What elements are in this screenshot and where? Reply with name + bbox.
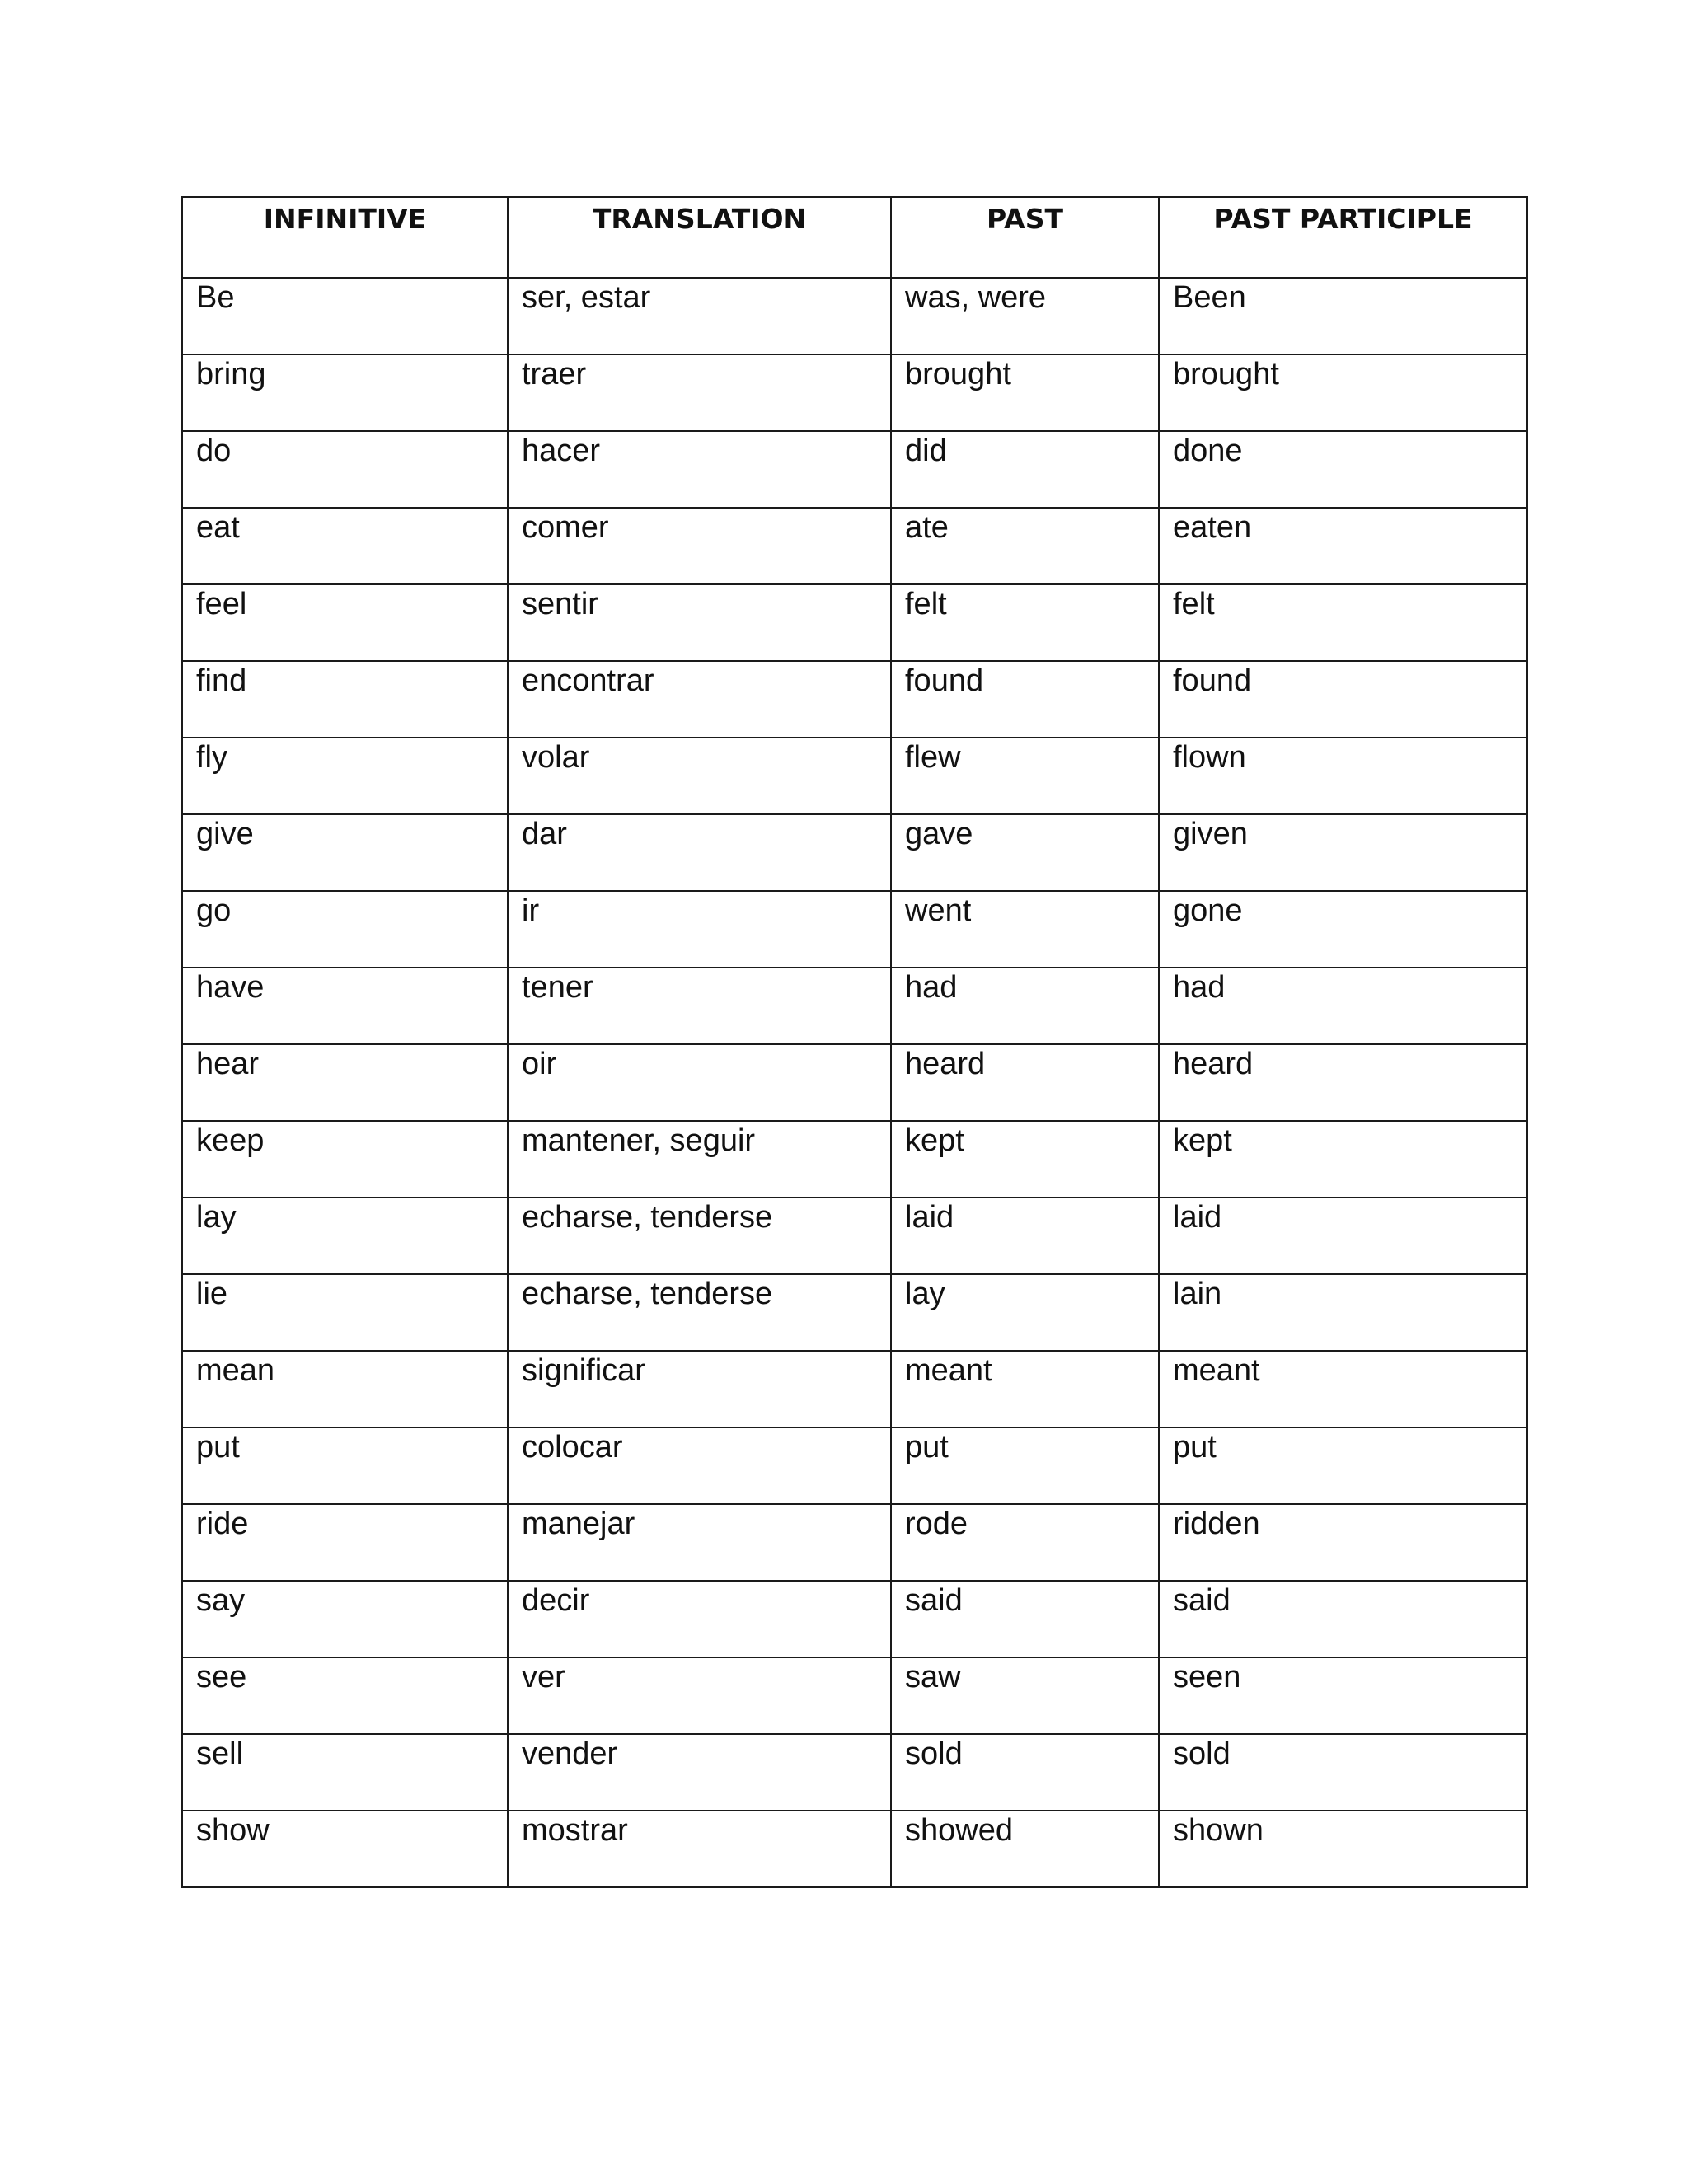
translation-cell: sentir <box>508 584 891 661</box>
verb-table-body <box>182 278 1527 1887</box>
past-participle-cell: gone <box>1159 891 1527 968</box>
infinitive-cell: put <box>182 1427 508 1504</box>
past-cell: did <box>891 431 1159 508</box>
past-cell: heard <box>891 1044 1159 1121</box>
infinitive-cell: Be <box>182 278 508 354</box>
verb-table <box>181 196 1528 1888</box>
infinitive-cell: show <box>182 1811 508 1887</box>
table-row <box>182 1734 1527 1811</box>
translation-cell: volar <box>508 738 891 814</box>
translation-cell: mostrar <box>508 1811 891 1887</box>
past-cell: showed <box>891 1811 1159 1887</box>
infinitive-cell: bring <box>182 354 508 431</box>
past-participle-cell: shown <box>1159 1811 1527 1887</box>
past-participle-cell: said <box>1159 1581 1527 1657</box>
infinitive-cell: ride <box>182 1504 508 1581</box>
table-row <box>182 1121 1527 1197</box>
past-cell: saw <box>891 1657 1159 1734</box>
translation-cell: manejar <box>508 1504 891 1581</box>
infinitive-cell: see <box>182 1657 508 1734</box>
past-participle-cell: brought <box>1159 354 1527 431</box>
translation-cell: ver <box>508 1657 891 1734</box>
past-cell: was, were <box>891 278 1159 354</box>
past-participle-cell: ridden <box>1159 1504 1527 1581</box>
header-translation: TRANSLATION <box>508 197 891 278</box>
past-cell: flew <box>891 738 1159 814</box>
table-row <box>182 738 1527 814</box>
past-participle-cell: heard <box>1159 1044 1527 1121</box>
past-participle-cell: seen <box>1159 1657 1527 1734</box>
infinitive-cell: feel <box>182 584 508 661</box>
header-row <box>182 197 1527 278</box>
table-row <box>182 1811 1527 1887</box>
past-cell: kept <box>891 1121 1159 1197</box>
verb-table-header <box>182 197 1527 278</box>
translation-cell: hacer <box>508 431 891 508</box>
past-participle-cell: laid <box>1159 1197 1527 1274</box>
translation-cell: ir <box>508 891 891 968</box>
past-cell: brought <box>891 354 1159 431</box>
past-cell: felt <box>891 584 1159 661</box>
translation-cell: ser, estar <box>508 278 891 354</box>
table-row <box>182 1581 1527 1657</box>
past-cell: put <box>891 1427 1159 1504</box>
past-participle-cell: felt <box>1159 584 1527 661</box>
table-row <box>182 1427 1527 1504</box>
header-infinitive: INFINITIVE <box>182 197 508 278</box>
table-row <box>182 354 1527 431</box>
table-row <box>182 968 1527 1044</box>
past-participle-cell: Been <box>1159 278 1527 354</box>
past-cell: meant <box>891 1351 1159 1427</box>
infinitive-cell: find <box>182 661 508 738</box>
translation-cell: colocar <box>508 1427 891 1504</box>
table-row <box>182 1197 1527 1274</box>
translation-cell: comer <box>508 508 891 584</box>
past-participle-cell: put <box>1159 1427 1527 1504</box>
past-participle-cell: meant <box>1159 1351 1527 1427</box>
translation-cell: decir <box>508 1581 891 1657</box>
table-row <box>182 661 1527 738</box>
infinitive-cell: lie <box>182 1274 508 1351</box>
past-cell: gave <box>891 814 1159 891</box>
past-cell: had <box>891 968 1159 1044</box>
past-participle-cell: done <box>1159 431 1527 508</box>
infinitive-cell: sell <box>182 1734 508 1811</box>
past-participle-cell: eaten <box>1159 508 1527 584</box>
translation-cell: significar <box>508 1351 891 1427</box>
past-cell: laid <box>891 1197 1159 1274</box>
translation-cell: vender <box>508 1734 891 1811</box>
translation-cell: dar <box>508 814 891 891</box>
table-row <box>182 1657 1527 1734</box>
translation-cell: mantener, seguir <box>508 1121 891 1197</box>
table-row <box>182 508 1527 584</box>
infinitive-cell: hear <box>182 1044 508 1121</box>
past-participle-cell: found <box>1159 661 1527 738</box>
table-row <box>182 814 1527 891</box>
past-participle-cell: given <box>1159 814 1527 891</box>
infinitive-cell: keep <box>182 1121 508 1197</box>
infinitive-cell: mean <box>182 1351 508 1427</box>
infinitive-cell: fly <box>182 738 508 814</box>
translation-cell: oir <box>508 1044 891 1121</box>
translation-cell: echarse, tenderse <box>508 1274 891 1351</box>
translation-cell: encontrar <box>508 661 891 738</box>
infinitive-cell: say <box>182 1581 508 1657</box>
translation-cell: tener <box>508 968 891 1044</box>
past-cell: sold <box>891 1734 1159 1811</box>
table-row <box>182 431 1527 508</box>
table-row <box>182 1351 1527 1427</box>
past-cell: rode <box>891 1504 1159 1581</box>
table-row <box>182 1044 1527 1121</box>
header-past-participle: PAST PARTICIPLE <box>1159 197 1527 278</box>
table-row <box>182 584 1527 661</box>
translation-cell: traer <box>508 354 891 431</box>
table-row <box>182 1274 1527 1351</box>
past-participle-cell: lain <box>1159 1274 1527 1351</box>
table-row <box>182 891 1527 968</box>
table-row <box>182 1504 1527 1581</box>
table-row <box>182 278 1527 354</box>
infinitive-cell: do <box>182 431 508 508</box>
infinitive-cell: go <box>182 891 508 968</box>
past-cell: said <box>891 1581 1159 1657</box>
past-participle-cell: had <box>1159 968 1527 1044</box>
infinitive-cell: have <box>182 968 508 1044</box>
past-participle-cell: sold <box>1159 1734 1527 1811</box>
past-participle-cell: kept <box>1159 1121 1527 1197</box>
infinitive-cell: give <box>182 814 508 891</box>
infinitive-cell: lay <box>182 1197 508 1274</box>
translation-cell: echarse, tenderse <box>508 1197 891 1274</box>
past-cell: found <box>891 661 1159 738</box>
past-cell: ate <box>891 508 1159 584</box>
infinitive-cell: eat <box>182 508 508 584</box>
past-cell: went <box>891 891 1159 968</box>
past-cell: lay <box>891 1274 1159 1351</box>
past-participle-cell: flown <box>1159 738 1527 814</box>
header-past: PAST <box>891 197 1159 278</box>
